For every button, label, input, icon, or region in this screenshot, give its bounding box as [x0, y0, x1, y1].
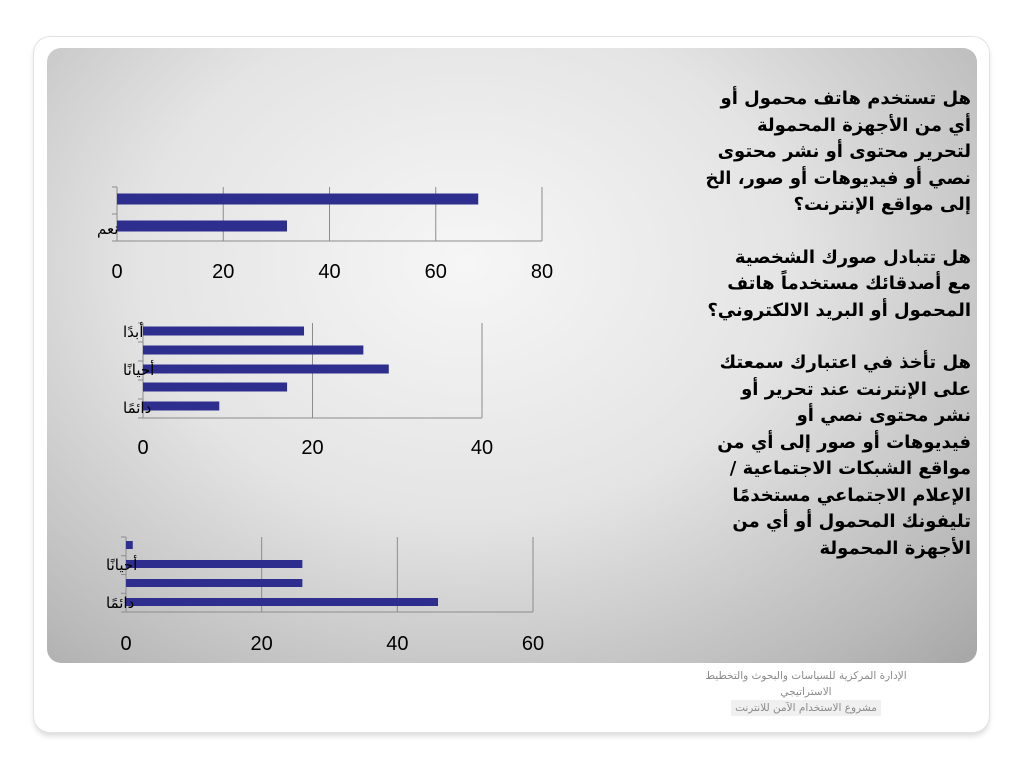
chart-1-tick-label: 60	[424, 261, 447, 283]
question-2-line-3: المحمول أو البريد الالكتروني؟	[707, 299, 971, 321]
question-3-line-1: هل تأخذ في اعتبارك سمعتك	[719, 352, 971, 373]
chart-2-tick-label: 0	[137, 437, 149, 459]
chart-1-bar	[117, 221, 287, 232]
question-3-line-4: فيديوهات أو صور إلى أي من	[717, 431, 971, 453]
chart-2-bar	[143, 346, 363, 355]
question-2-line-1: هل تتبادل صورك الشخصية	[734, 246, 971, 268]
question-3-line-7: تليفونك المحمول أو أي من	[732, 511, 971, 532]
chart-1-tick-label: 0	[111, 261, 123, 283]
footer	[690, 668, 922, 716]
question-2	[636, 245, 971, 325]
question-3-line-5: مواقع الشبكات الاجتماعية /	[729, 458, 971, 479]
question-3-line-3: نشر محتوى نصي أو	[796, 405, 971, 426]
question-1-line-5: إلى مواقع الإنترنت؟	[793, 194, 971, 215]
chart-3-bar	[126, 541, 133, 549]
question-3-line-6: الإعلام الاجتماعي مستخدمًا	[732, 484, 971, 506]
chart-2-tick-label: 40	[470, 437, 494, 459]
chart-3-bar	[126, 579, 302, 587]
question-2-line-2: مع أصدقائك مستخدماً هاتف	[727, 273, 971, 294]
chart-2-category-label: أبدًا	[123, 323, 144, 341]
chart-2-bar	[143, 365, 389, 374]
footer-org-line-2: الاستراتيجي	[780, 686, 832, 698]
question-1-line-1: هل تستخدم هاتف محمول أو	[720, 88, 971, 109]
chart-1-tick-label: 20	[212, 261, 235, 283]
chart-1-tick-label: 40	[318, 261, 341, 283]
chart-2-category-label: دائمًا	[123, 399, 152, 417]
footer-org-line-1: الإدارة المركزية للسياسات والبحوث والتخطيط	[705, 670, 907, 682]
chart-1-category-label: نعم	[97, 220, 119, 238]
question-1-line-3: لتحرير محتوى أو نشر محتوى	[717, 141, 971, 162]
question-3	[636, 350, 971, 562]
chart-3-bar	[126, 598, 438, 606]
question-1-line-2: أي من الأجهزة المحمولة	[756, 114, 971, 136]
question-3-line-8: الأجهزة المحمولة	[819, 537, 971, 559]
chart-3-tick-label: 60	[521, 633, 545, 655]
chart-3-tick-label: 40	[386, 633, 409, 655]
chart-3-category-label: أحيانًا	[106, 556, 138, 574]
chart-1-tick-label: 80	[530, 261, 554, 283]
footer-project: مشروع الاستخدام الآمن للانترنت	[731, 700, 881, 716]
chart-2-category-label: أحيانًا	[123, 361, 155, 379]
question-1-line-4: نصي أو فيديوهات أو صور، الخ	[705, 167, 971, 189]
chart-3-category-label: دائمًا	[106, 594, 135, 612]
chart-3-bar	[126, 560, 302, 568]
chart-3-tick-label: 20	[250, 633, 273, 655]
chart-2-bar	[143, 402, 219, 411]
questions-text	[636, 86, 971, 562]
chart-3-tick-label: 0	[120, 633, 132, 655]
question-1	[636, 86, 971, 219]
chart-2-bar	[143, 327, 304, 336]
chart-1-bar	[117, 194, 478, 205]
chart-2-tick-label: 20	[301, 437, 324, 459]
chart-2-bar	[143, 383, 287, 392]
question-3-line-2: على الإنترنت عند تحرير أو	[741, 378, 971, 400]
